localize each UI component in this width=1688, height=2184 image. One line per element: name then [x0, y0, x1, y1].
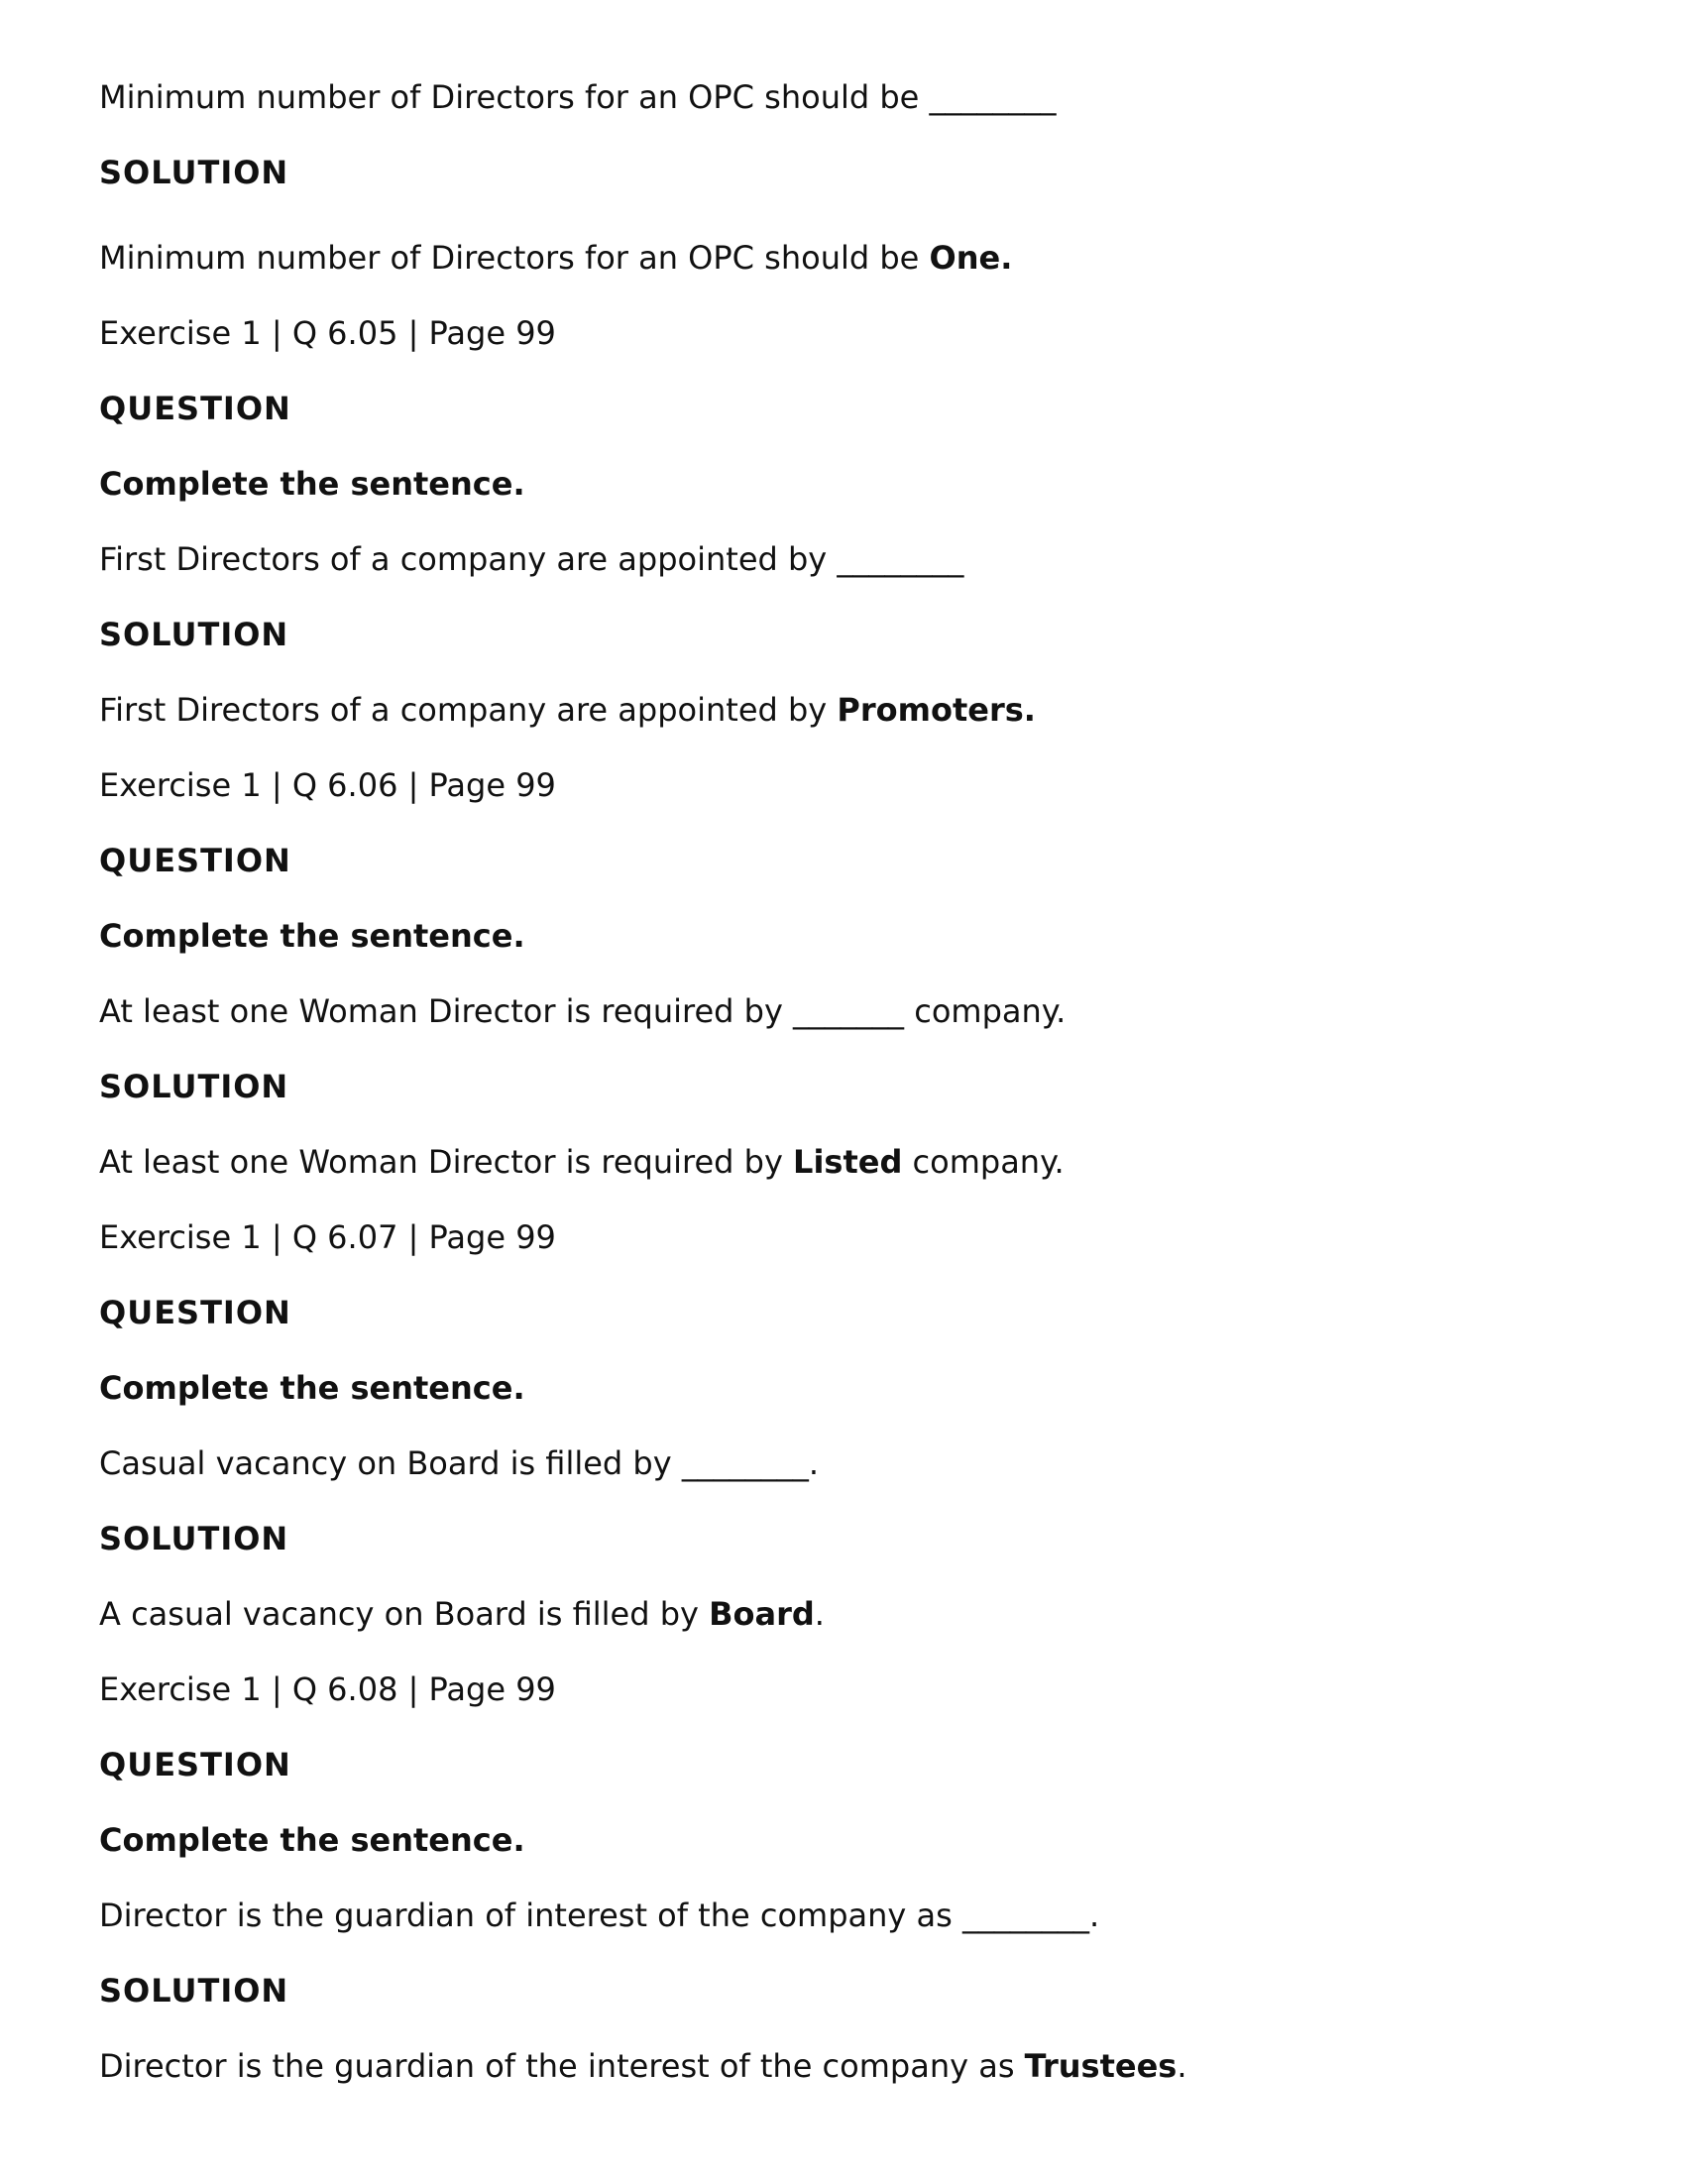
answer-text — [99, 1142, 1586, 1182]
question-instruction: Complete the sentence. — [99, 1821, 525, 1859]
answer-prefix: Minimum number of Directors for an OPC should be — [99, 239, 930, 277]
answer-bold: Listed — [793, 1143, 903, 1181]
exercise-reference: Exercise 1 | Q 6.08 | Page 99 — [99, 1670, 556, 1708]
question-text: First Directors of a company are appointed by ________ — [99, 540, 964, 578]
exercise-reference: Exercise 1 | Q 6.06 | Page 99 — [99, 766, 556, 804]
answer-prefix: Director is the guardian of the interest of the company as — [99, 2047, 1025, 2085]
answer-suffix: . — [1177, 2047, 1187, 2085]
question-instruction: Complete the sentence. — [99, 917, 525, 955]
exercise-reference: Exercise 1 | Q 6.07 | Page 99 — [99, 1218, 556, 1256]
question-text: At least one Woman Director is required by _______ company. — [99, 992, 1067, 1030]
answer-text — [99, 1594, 1586, 1634]
question-label: QUESTION — [99, 1294, 291, 1331]
answer-bold: Trustees — [1024, 2047, 1178, 2085]
answer-bold: One. — [929, 239, 1013, 277]
answer-suffix: . — [814, 1595, 825, 1633]
question-label: QUESTION — [99, 842, 291, 879]
solution-label: SOLUTION — [99, 1068, 289, 1105]
question-instruction: Complete the sentence. — [99, 465, 525, 503]
question-label: QUESTION — [99, 390, 291, 427]
solution-label: SOLUTION — [99, 154, 289, 191]
answer-prefix: At least one Woman Director is required by — [99, 1143, 794, 1181]
question-text: Casual vacancy on Board is filled by ________. — [99, 1444, 819, 1482]
answer-prefix: First Directors of a company are appointed by — [99, 691, 838, 729]
question-label: QUESTION — [99, 1746, 291, 1783]
answer-suffix: company. — [902, 1143, 1065, 1181]
solution-label: SOLUTION — [99, 616, 289, 653]
question-instruction: Complete the sentence. — [99, 1369, 525, 1407]
answer-bold: Promoters. — [837, 691, 1036, 729]
question-text: Director is the guardian of interest of the company as ________. — [99, 1897, 1100, 1934]
document-page — [99, 77, 1586, 2122]
exercise-reference: Exercise 1 | Q 6.05 | Page 99 — [99, 314, 556, 352]
answer-prefix: A casual vacancy on Board is filled by — [99, 1595, 710, 1633]
question-text: Minimum number of Directors for an OPC should be ________ — [99, 78, 1057, 116]
answer-bold: Board — [709, 1595, 815, 1633]
answer-text — [99, 238, 1586, 278]
solution-label: SOLUTION — [99, 1972, 289, 2010]
solution-label: SOLUTION — [99, 1520, 289, 1557]
answer-text — [99, 690, 1586, 730]
answer-text — [99, 2046, 1586, 2086]
